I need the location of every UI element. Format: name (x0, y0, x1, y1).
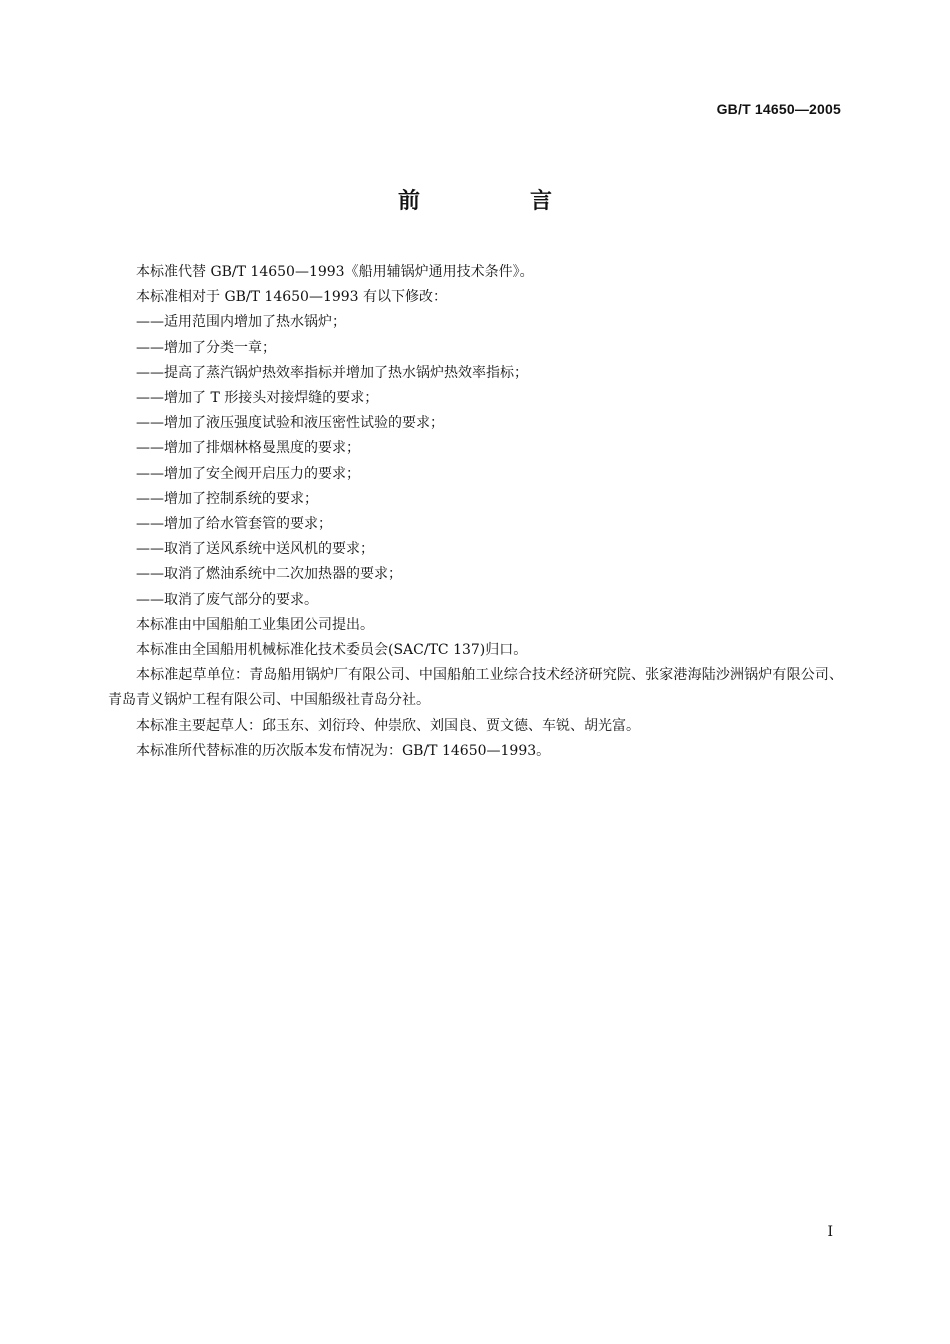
page-title: 前 言 (397, 189, 596, 214)
paragraph-drafters: 本标准主要起草人：邱玉东、刘衍玲、仲崇欣、刘国良、贾文德、车锐、胡光富。 (136, 717, 640, 734)
paragraph-changes-intro: 本标准相对于 GB/T 14650—1993 有以下修改： (136, 289, 448, 306)
paragraph-replaces: 本标准代替 GB/T 14650—1993《船用辅锅炉通用技术条件》。 (136, 264, 534, 280)
change-item: ——增加了液压强度试验和液压密性试验的要求； (136, 415, 444, 432)
standard-code: GB/T 14650—2005 (716, 101, 841, 117)
change-item: ——增加了 T 形接头对接焊缝的要求； (136, 390, 379, 407)
paragraph-history: 本标准所代替标准的历次版本发布情况为：GB/T 14650—1993。 (136, 742, 551, 759)
foreword-body (108, 260, 843, 764)
change-item: ——取消了燃油系统中二次加热器的要求； (136, 566, 402, 583)
change-item: ——增加了给水管套管的要求； (136, 516, 332, 533)
change-item: ——增加了安全阀开启压力的要求； (136, 465, 360, 482)
paragraph-proposer: 本标准由中国船舶工业集团公司提出。 (136, 616, 374, 633)
change-item: ——适用范围内增加了热水锅炉； (136, 314, 346, 331)
change-item: ——增加了分类一章； (136, 339, 276, 356)
change-item: ——增加了控制系统的要求； (136, 490, 318, 507)
page-number: I (827, 1224, 833, 1240)
paragraph-administration: 本标准由全国船用机械标准化技术委员会(SAC/TC 137)归口。 (136, 642, 528, 659)
change-item: ——提高了蒸汽锅炉热效率指标并增加了热水锅炉热效率指标； (136, 364, 528, 381)
paragraph-drafting-units: 本标准起草单位：青岛船用锅炉厂有限公司、中国船舶工业综合技术经济研究院、张家港海陆沙洲锅炉有限公司、青岛青义锅炉工程有限公司、中国船级社青岛分社。 (108, 667, 843, 709)
change-item: ——取消了送风系统中送风机的要求； (136, 541, 374, 558)
change-item: ——增加了排烟林格曼黑度的要求； (136, 440, 360, 457)
change-item: ——取消了废气部分的要求。 (136, 591, 318, 608)
